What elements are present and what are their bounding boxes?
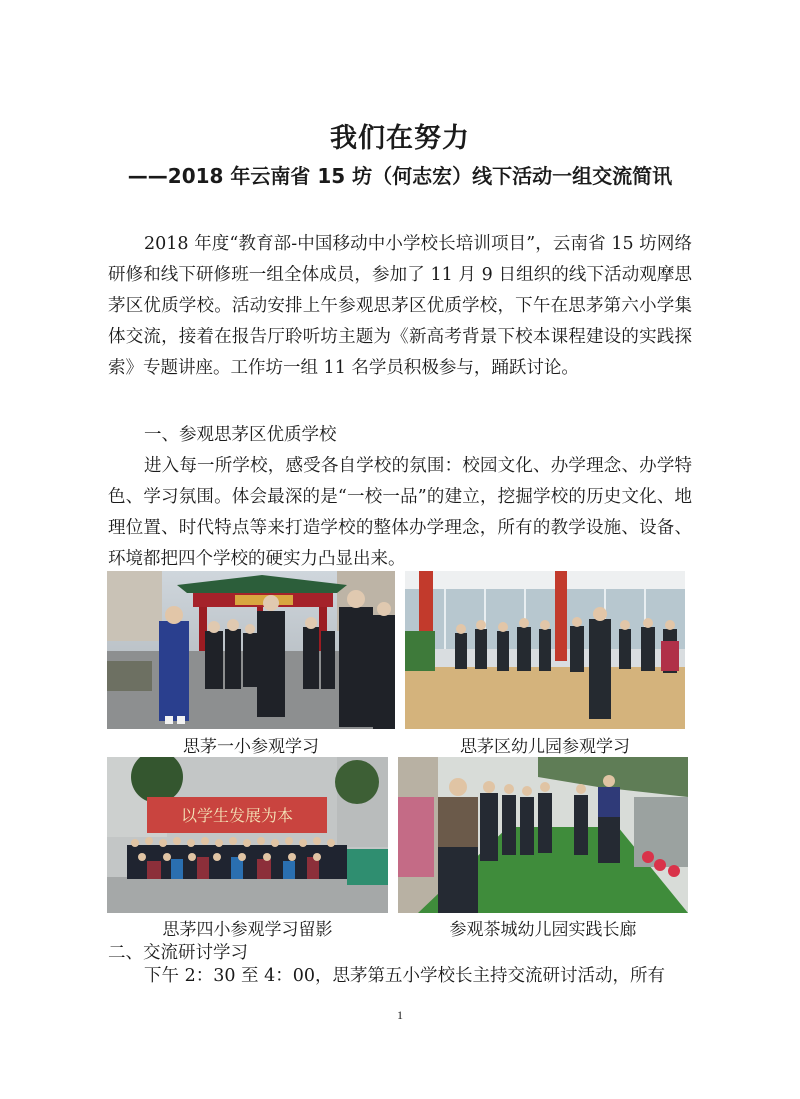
section2-paragraph: 下午 2：30 至 4：00，思茅第五小学校长主持交流研讨活动，所有	[144, 966, 665, 986]
page-number: 1	[397, 1008, 403, 1022]
section1-paragraph: 进入每一所学校，感受各自学校的氛围：校园文化、办学理念、办学特色、学习氛围。体会最深的是“一校一品”的建立，挖掘学校的历史文化、地理位置、时代特点等来打造学校的整体办学理念，所有的教学设施、设备、环境都把四个学校的硬实力凸显出来。	[108, 456, 692, 569]
photo-caption: 思茅一小参观学习	[183, 737, 319, 757]
school-banner-text: 以学生发展为本	[180, 806, 294, 825]
page-subtitle: ——2018 年云南省 15 坊（何志宏）线下活动一组交流简讯	[127, 164, 673, 188]
page-title: 我们在努力	[330, 123, 470, 154]
section1-heading: 一、参观思茅区优质学校	[144, 425, 337, 445]
section2-heading: 二、交流研讨学习	[108, 943, 248, 963]
photo-caption: 参观茶城幼儿园实践长廊	[449, 920, 637, 940]
photo-caption: 思茅四小参观学习留影	[162, 920, 333, 940]
photo-simao-no1-school	[107, 571, 395, 729]
photo-simao-kindergarten	[405, 571, 685, 729]
photo-chacheng-kindergarten-corridor	[398, 757, 688, 913]
photo-caption: 思茅区幼儿园参观学习	[460, 737, 630, 757]
intro-paragraph: 2018 年度“教育部-中国移动中小学校长培训项目”，云南省 15 坊网络研修和线下研修班一组全体成员，参加了 11 月 9 日组织的线下活动观摩思茅区优质学校。活动安排上午参观思茅区优质学校，下午在思茅第六小学集体交流，接着在报告厅聆听坊主题为《新高考背景下校本课程建设的实践探索》专题讲座。工作坊一组 11 名学员积极参与，踊跃讨论。	[108, 234, 692, 378]
photo-simao-no4-school-group	[107, 757, 388, 913]
